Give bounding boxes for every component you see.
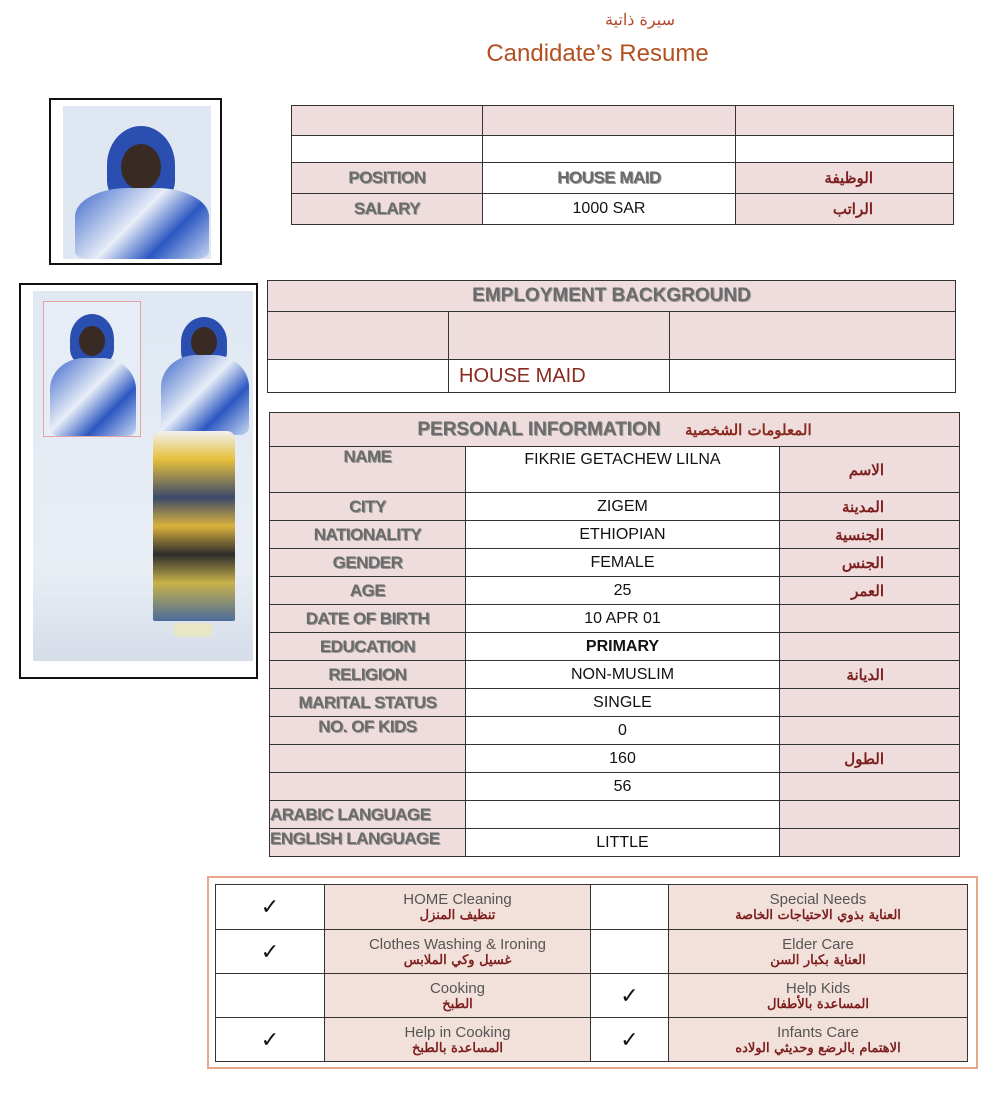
marital-status-label: MARITAL STATUS bbox=[270, 689, 466, 717]
city-value: ZIGEM bbox=[466, 493, 780, 521]
help-kids-arabic: المساعدة بالأطفال bbox=[767, 996, 869, 1012]
home-cleaning-arabic: تنظيف المنزل bbox=[419, 908, 496, 923]
cooking-label: Cooking bbox=[429, 979, 486, 997]
employment-value: HOUSE MAID bbox=[449, 360, 670, 393]
gender-value: FEMALE bbox=[466, 549, 780, 577]
page-title: Candidate’s Resume bbox=[486, 40, 709, 67]
weight-arabic bbox=[780, 773, 960, 801]
personal-information-table bbox=[269, 412, 960, 857]
help-in-cooking-arabic: المساعدة بالطبخ bbox=[411, 1040, 504, 1056]
height-arabic: الطول bbox=[780, 745, 960, 773]
age-label: AGE bbox=[270, 577, 466, 605]
elder-care-arabic: العناية بكبار السن bbox=[770, 952, 866, 968]
help-kids-label: Help Kids bbox=[785, 979, 851, 997]
weight-label bbox=[270, 773, 466, 801]
infants-care-check: ✓ bbox=[591, 1018, 669, 1062]
city-label: CITY bbox=[270, 493, 466, 521]
english-language-label: ENGLISH LANGUAGE bbox=[270, 829, 466, 857]
gender-arabic: الجنس bbox=[780, 549, 960, 577]
english-language-value: LITTLE bbox=[466, 829, 780, 857]
position-arabic: الوظيفة bbox=[736, 163, 954, 194]
kids-label: NO. OF KIDS bbox=[270, 717, 466, 745]
education-label: EDUCATION bbox=[270, 633, 466, 661]
name-arabic: الاسم bbox=[780, 447, 960, 493]
special-needs-label: Special Needs bbox=[769, 891, 867, 908]
religion-value: NON-MUSLIM bbox=[466, 661, 780, 689]
religion-arabic: الديانة bbox=[780, 661, 960, 689]
position-label: POSITION bbox=[292, 163, 483, 194]
marital-status-arabic bbox=[780, 689, 960, 717]
position-table bbox=[291, 105, 954, 225]
portrait-photo bbox=[49, 98, 222, 265]
arabic-language-value bbox=[466, 801, 780, 829]
nationality-label: NATIONALITY bbox=[270, 521, 466, 549]
name-label: NAME bbox=[270, 447, 466, 493]
home-cleaning-label: HOME Cleaning bbox=[403, 891, 512, 908]
infants-care-arabic: الاهتمام بالرضع وحديثي الولاده bbox=[735, 1040, 901, 1056]
infants-care-label: Infants Care bbox=[777, 1023, 859, 1041]
name-value: FIKRIE GETACHEW LILNA bbox=[466, 447, 780, 493]
salary-value: 1000 SAR bbox=[483, 194, 736, 225]
education-arabic bbox=[780, 633, 960, 661]
help-in-cooking-check: ✓ bbox=[216, 1018, 325, 1062]
gender-label: GENDER bbox=[270, 549, 466, 577]
help-in-cooking-label: Help in Cooking bbox=[404, 1023, 511, 1041]
employment-title: EMPLOYMENT BACKGROUND bbox=[268, 281, 956, 312]
home-cleaning-check: ✓ bbox=[216, 885, 325, 930]
personal-title: PERSONAL INFORMATION bbox=[417, 418, 661, 440]
religion-label: RELIGION bbox=[270, 661, 466, 689]
height-label bbox=[270, 745, 466, 773]
arabic-language-label: ARABIC LANGUAGE bbox=[270, 801, 466, 829]
elder-care-check bbox=[591, 930, 669, 974]
arabic-language-arabic bbox=[780, 801, 960, 829]
employment-background-table bbox=[267, 280, 956, 393]
kids-arabic bbox=[780, 717, 960, 745]
logo-arabic: سيرة ذاتية bbox=[605, 10, 675, 29]
salary-arabic: الراتب bbox=[736, 194, 954, 225]
salary-label: SALARY bbox=[292, 194, 483, 225]
education-value: PRIMARY bbox=[466, 633, 780, 661]
age-value: 25 bbox=[466, 577, 780, 605]
clothes-washing-check: ✓ bbox=[216, 930, 325, 974]
cooking-arabic: الطبخ bbox=[442, 996, 473, 1012]
skills-table bbox=[215, 884, 968, 1062]
kids-value: 0 bbox=[466, 717, 780, 745]
help-kids-check: ✓ bbox=[591, 974, 669, 1018]
dob-value: 10 APR 01 bbox=[466, 605, 780, 633]
city-arabic: المدينة bbox=[780, 493, 960, 521]
special-needs-arabic: العناية بذوي الاحتياجات الخاصة bbox=[735, 908, 901, 923]
weight-value: 56 bbox=[466, 773, 780, 801]
marital-status-value: SINGLE bbox=[466, 689, 780, 717]
full-body-photo bbox=[19, 283, 258, 679]
clothes-washing-label: Clothes Washing & Ironing bbox=[368, 935, 547, 953]
age-arabic: العمر bbox=[780, 577, 960, 605]
nationality-arabic: الجنسية bbox=[780, 521, 960, 549]
elder-care-label: Elder Care bbox=[782, 935, 854, 953]
height-value: 160 bbox=[466, 745, 780, 773]
dob-label: DATE OF BIRTH bbox=[270, 605, 466, 633]
position-value: HOUSE MAID bbox=[483, 163, 736, 194]
clothes-washing-arabic: غسيل وكي الملابس bbox=[403, 952, 512, 968]
special-needs-check bbox=[591, 885, 669, 930]
english-language-arabic bbox=[780, 829, 960, 857]
personal-title-arabic: المعلومات الشخصية bbox=[684, 420, 812, 439]
nationality-value: ETHIOPIAN bbox=[466, 521, 780, 549]
dob-arabic bbox=[780, 605, 960, 633]
cooking-check bbox=[216, 974, 325, 1018]
